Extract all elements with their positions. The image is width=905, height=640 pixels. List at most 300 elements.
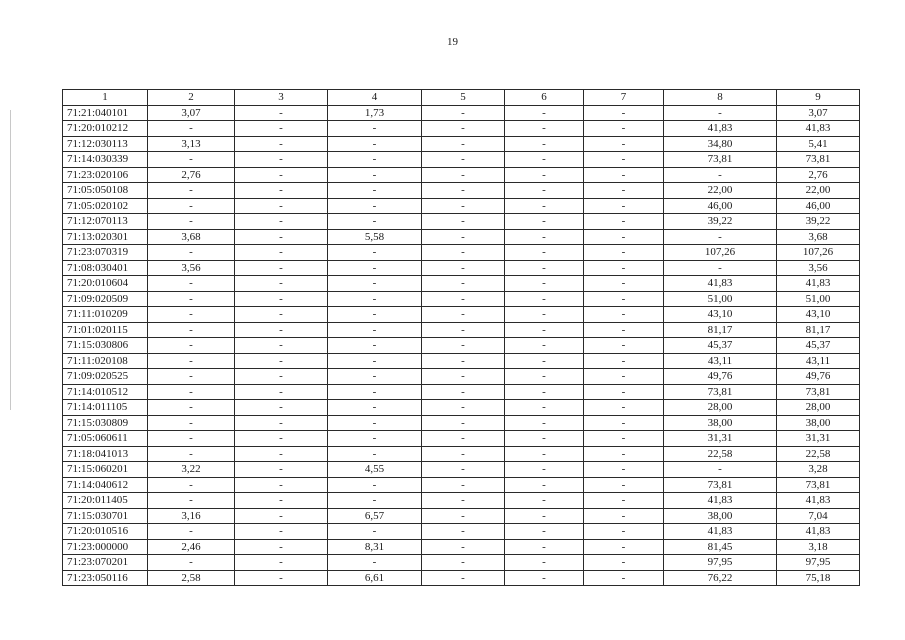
table-cell: - (235, 322, 328, 338)
table-cell: - (505, 353, 584, 369)
column-header-5: 5 (422, 90, 505, 106)
margin-line (10, 110, 11, 410)
table-cell: - (422, 338, 505, 354)
table-row (63, 198, 860, 214)
table-cell: 81,17 (664, 322, 777, 338)
table-cell: - (505, 369, 584, 385)
table-cell: - (328, 524, 422, 540)
table-cell: - (422, 183, 505, 199)
table-cell: - (422, 400, 505, 416)
table-cell: - (505, 322, 584, 338)
cadastral-code-cell: 71:15:060201 (63, 462, 148, 478)
table-cell: - (148, 353, 235, 369)
table-cell: - (148, 214, 235, 230)
table-cell: - (328, 493, 422, 509)
table-cell: - (505, 384, 584, 400)
table-cell: 28,00 (777, 400, 860, 416)
table-row (63, 555, 860, 571)
table-cell: - (148, 276, 235, 292)
table-cell: 46,00 (777, 198, 860, 214)
table-cell: 1,73 (328, 105, 422, 121)
cadastral-code-cell: 71:18:041013 (63, 446, 148, 462)
cadastral-code-cell: 71:13:020301 (63, 229, 148, 245)
table-cell: - (584, 214, 664, 230)
table-cell: - (148, 384, 235, 400)
table-cell: - (584, 322, 664, 338)
table-cell: 39,22 (664, 214, 777, 230)
cadastral-code-cell: 71:08:030401 (63, 260, 148, 276)
cadastral-code-cell: 71:14:010512 (63, 384, 148, 400)
table-cell: - (505, 493, 584, 509)
table-cell: - (328, 477, 422, 493)
table-cell: - (422, 291, 505, 307)
table-cell: - (328, 400, 422, 416)
table-cell: - (505, 245, 584, 261)
cadastral-code-cell: 71:23:070201 (63, 555, 148, 571)
table-cell: - (235, 152, 328, 168)
table-cell: 107,26 (777, 245, 860, 261)
table-cell: - (328, 369, 422, 385)
table-row (63, 384, 860, 400)
table-row (63, 524, 860, 540)
table-cell: - (505, 307, 584, 323)
table-cell: - (148, 198, 235, 214)
table-cell: 7,04 (777, 508, 860, 524)
table-cell: - (148, 152, 235, 168)
column-header-6: 6 (505, 90, 584, 106)
table-cell: - (584, 431, 664, 447)
table-cell: - (235, 477, 328, 493)
table-cell: - (235, 369, 328, 385)
table-row (63, 400, 860, 416)
table-cell: - (422, 307, 505, 323)
cadastral-code-cell: 71:09:020525 (63, 369, 148, 385)
table-cell: - (584, 477, 664, 493)
table-cell: - (505, 260, 584, 276)
table-cell: - (505, 508, 584, 524)
table-row (63, 508, 860, 524)
table-cell: - (422, 198, 505, 214)
table-cell: - (148, 291, 235, 307)
table-cell: - (584, 462, 664, 478)
table-cell: 81,45 (664, 539, 777, 555)
table-cell: 5,58 (328, 229, 422, 245)
cadastral-code-cell: 71:14:030339 (63, 152, 148, 168)
table-cell: - (148, 477, 235, 493)
table-cell: - (584, 446, 664, 462)
table-row (63, 539, 860, 555)
table-cell: - (422, 555, 505, 571)
column-header-1: 1 (63, 90, 148, 106)
table-cell: - (328, 415, 422, 431)
table-cell: - (584, 183, 664, 199)
table-cell: - (584, 291, 664, 307)
table-cell: - (235, 105, 328, 121)
table-cell: 4,55 (328, 462, 422, 478)
table-cell: 43,10 (777, 307, 860, 323)
table-row (63, 570, 860, 586)
table-cell: - (148, 322, 235, 338)
table-cell: - (328, 276, 422, 292)
table-cell: - (422, 167, 505, 183)
table-cell: - (422, 353, 505, 369)
table-cell: - (505, 291, 584, 307)
cadastral-code-cell: 71:20:011405 (63, 493, 148, 509)
table-cell: - (422, 322, 505, 338)
table-cell: - (328, 136, 422, 152)
table-cell: - (505, 477, 584, 493)
table-cell: 51,00 (777, 291, 860, 307)
table-cell: - (235, 198, 328, 214)
table-cell: - (148, 493, 235, 509)
table-cell: - (584, 555, 664, 571)
table-cell: 3,28 (777, 462, 860, 478)
table-cell: - (584, 245, 664, 261)
table-cell: 3,22 (148, 462, 235, 478)
table-cell: - (584, 260, 664, 276)
table-cell: - (148, 369, 235, 385)
table-cell: - (235, 136, 328, 152)
column-header-4: 4 (328, 90, 422, 106)
table-cell: - (235, 307, 328, 323)
table-cell: 3,07 (148, 105, 235, 121)
table-cell: - (235, 214, 328, 230)
table-cell: - (505, 121, 584, 137)
table-cell: - (148, 307, 235, 323)
table-cell: - (422, 431, 505, 447)
cadastral-code-cell: 71:20:010212 (63, 121, 148, 137)
table-row (63, 136, 860, 152)
table-cell: - (505, 539, 584, 555)
table-cell: - (584, 524, 664, 540)
table-row (63, 369, 860, 385)
table-cell: - (328, 198, 422, 214)
table-cell: - (328, 152, 422, 168)
table-cell: - (235, 446, 328, 462)
table-row (63, 121, 860, 137)
table-cell: 43,11 (664, 353, 777, 369)
table-cell: 41,83 (777, 121, 860, 137)
table-cell: - (584, 198, 664, 214)
table-cell: - (235, 121, 328, 137)
table-cell: - (235, 384, 328, 400)
table-cell: - (584, 415, 664, 431)
table-cell: - (328, 291, 422, 307)
table-row (63, 152, 860, 168)
table-cell: 43,10 (664, 307, 777, 323)
column-header-3: 3 (235, 90, 328, 106)
table-cell: - (422, 276, 505, 292)
table-cell: 41,83 (664, 524, 777, 540)
table-cell: - (664, 260, 777, 276)
cadastral-code-cell: 71:15:030809 (63, 415, 148, 431)
table-cell: - (235, 555, 328, 571)
table-cell: - (328, 183, 422, 199)
table-row (63, 415, 860, 431)
table-cell: 22,58 (664, 446, 777, 462)
table-cell: - (328, 338, 422, 354)
table-cell: - (235, 462, 328, 478)
cadastral-code-cell: 71:23:050116 (63, 570, 148, 586)
table-cell: 49,76 (664, 369, 777, 385)
table-cell: - (422, 539, 505, 555)
table-cell: 73,81 (664, 477, 777, 493)
table-cell: 22,00 (777, 183, 860, 199)
table-cell: - (328, 260, 422, 276)
cadastral-code-cell: 71:09:020509 (63, 291, 148, 307)
table-cell: 49,76 (777, 369, 860, 385)
table-cell: - (505, 105, 584, 121)
table-cell: - (235, 415, 328, 431)
table-cell: - (584, 121, 664, 137)
table-row (63, 446, 860, 462)
table-cell: - (328, 214, 422, 230)
table-cell: 31,31 (777, 431, 860, 447)
table-cell: 45,37 (777, 338, 860, 354)
table-cell: - (505, 570, 584, 586)
table-cell: - (505, 276, 584, 292)
table-cell: - (328, 446, 422, 462)
table-cell: 43,11 (777, 353, 860, 369)
table-cell: - (422, 369, 505, 385)
table-row (63, 493, 860, 509)
table-cell: - (328, 353, 422, 369)
table-cell: - (235, 431, 328, 447)
table-cell: - (235, 276, 328, 292)
table-cell: - (584, 353, 664, 369)
table-cell: 34,80 (664, 136, 777, 152)
table-cell: 45,37 (664, 338, 777, 354)
table-cell: - (505, 229, 584, 245)
table-cell: - (235, 229, 328, 245)
table-row (63, 338, 860, 354)
table-cell: 2,76 (777, 167, 860, 183)
column-header-7: 7 (584, 90, 664, 106)
table-cell: - (505, 555, 584, 571)
table-row (63, 229, 860, 245)
cadastral-code-cell: 71:01:020115 (63, 322, 148, 338)
cadastral-code-cell: 71:05:060611 (63, 431, 148, 447)
cadastral-code-cell: 71:23:020106 (63, 167, 148, 183)
table-cell: 41,83 (664, 493, 777, 509)
table-cell: 41,83 (664, 276, 777, 292)
table-cell: - (235, 493, 328, 509)
table-cell: - (584, 276, 664, 292)
table-cell: - (505, 338, 584, 354)
table-row (63, 307, 860, 323)
table-cell: 2,46 (148, 539, 235, 555)
table-cell: 31,31 (664, 431, 777, 447)
table-cell: - (235, 183, 328, 199)
table-cell: - (584, 570, 664, 586)
cadastral-code-cell: 71:14:011105 (63, 400, 148, 416)
table-cell: 3,68 (148, 229, 235, 245)
cadastral-code-cell: 71:21:040101 (63, 105, 148, 121)
table-cell: 41,83 (777, 524, 860, 540)
table-cell: - (422, 384, 505, 400)
table-row (63, 105, 860, 121)
table-row (63, 477, 860, 493)
table-cell: 5,41 (777, 136, 860, 152)
table-row (63, 260, 860, 276)
table-row (63, 431, 860, 447)
table-cell: - (422, 462, 505, 478)
table-cell: - (664, 105, 777, 121)
table-cell: 73,81 (664, 152, 777, 168)
cadastral-code-cell: 71:05:020102 (63, 198, 148, 214)
table-cell: - (148, 415, 235, 431)
table-cell: - (235, 338, 328, 354)
cadastral-code-cell: 71:15:030806 (63, 338, 148, 354)
table-row (63, 353, 860, 369)
page-number: 19 (447, 36, 458, 48)
column-header-8: 8 (664, 90, 777, 106)
cadastral-code-cell: 71:11:020108 (63, 353, 148, 369)
table-cell: - (328, 167, 422, 183)
cadastral-code-cell: 71:12:070113 (63, 214, 148, 230)
table-cell: - (422, 493, 505, 509)
cadastral-code-cell: 71:15:030701 (63, 508, 148, 524)
table-cell: - (505, 415, 584, 431)
table-cell: - (505, 198, 584, 214)
cadastral-code-cell: 71:14:040612 (63, 477, 148, 493)
table-header-row (63, 90, 860, 106)
table-cell: - (235, 260, 328, 276)
table-cell: - (328, 384, 422, 400)
cadastral-code-cell: 71:05:050108 (63, 183, 148, 199)
table-cell: - (422, 446, 505, 462)
table-cell: 3,18 (777, 539, 860, 555)
table-cell: - (505, 446, 584, 462)
table-cell: 3,13 (148, 136, 235, 152)
table-cell: - (328, 307, 422, 323)
table-cell: - (235, 167, 328, 183)
table-cell: 3,56 (148, 260, 235, 276)
table-cell: - (584, 338, 664, 354)
table-cell: 3,16 (148, 508, 235, 524)
table-cell: - (584, 167, 664, 183)
table-cell: 73,81 (777, 477, 860, 493)
table-cell: - (422, 214, 505, 230)
table-cell: - (328, 431, 422, 447)
table-row (63, 167, 860, 183)
table-cell: - (148, 446, 235, 462)
table-cell: 3,68 (777, 229, 860, 245)
table-cell: - (584, 229, 664, 245)
table-cell: 97,95 (664, 555, 777, 571)
table-cell: - (505, 183, 584, 199)
table-cell: 38,00 (777, 415, 860, 431)
cadastral-code-cell: 71:23:070319 (63, 245, 148, 261)
table-cell: - (422, 245, 505, 261)
table-cell: - (422, 105, 505, 121)
table-cell: 46,00 (664, 198, 777, 214)
table-row (63, 183, 860, 199)
cadastral-code-cell: 71:23:000000 (63, 539, 148, 555)
table-cell: - (505, 152, 584, 168)
table-cell: 6,57 (328, 508, 422, 524)
table-cell: 39,22 (777, 214, 860, 230)
table-cell: - (235, 245, 328, 261)
table-cell: - (584, 136, 664, 152)
table-cell: - (505, 524, 584, 540)
table-cell: 76,22 (664, 570, 777, 586)
table-cell: - (664, 462, 777, 478)
table-cell: - (422, 570, 505, 586)
table-cell: - (235, 539, 328, 555)
cadastral-code-cell: 71:20:010604 (63, 276, 148, 292)
table-cell: 38,00 (664, 508, 777, 524)
table-cell: 73,81 (777, 384, 860, 400)
table-cell: - (148, 245, 235, 261)
table-cell: 97,95 (777, 555, 860, 571)
table-cell: - (148, 524, 235, 540)
table-cell: - (584, 307, 664, 323)
table-cell: 28,00 (664, 400, 777, 416)
table-cell: - (664, 167, 777, 183)
table-cell: - (328, 322, 422, 338)
table-cell: - (422, 152, 505, 168)
table-cell: - (505, 167, 584, 183)
table-cell: 73,81 (777, 152, 860, 168)
column-header-2: 2 (148, 90, 235, 106)
table-cell: - (584, 508, 664, 524)
table-cell: - (505, 214, 584, 230)
table-cell: 8,31 (328, 539, 422, 555)
table-row (63, 291, 860, 307)
table-body (63, 105, 860, 586)
table-cell: 22,00 (664, 183, 777, 199)
table-cell: - (422, 508, 505, 524)
cadastral-code-cell: 71:11:010209 (63, 307, 148, 323)
table-cell: 51,00 (664, 291, 777, 307)
table-cell: - (235, 400, 328, 416)
cadastral-code-cell: 71:12:030113 (63, 136, 148, 152)
table-cell: 107,26 (664, 245, 777, 261)
table-cell: - (148, 431, 235, 447)
table-cell: 81,17 (777, 322, 860, 338)
table-cell: 3,07 (777, 105, 860, 121)
table-cell: - (505, 431, 584, 447)
table-cell: - (505, 462, 584, 478)
table-cell: - (584, 105, 664, 121)
table-cell: - (422, 229, 505, 245)
table-cell: - (148, 400, 235, 416)
table-cell: 6,61 (328, 570, 422, 586)
table-cell: 3,56 (777, 260, 860, 276)
table-cell: - (422, 260, 505, 276)
table-cell: 38,00 (664, 415, 777, 431)
data-table (62, 89, 860, 586)
table-row (63, 214, 860, 230)
table-cell: - (584, 539, 664, 555)
table-cell: - (328, 555, 422, 571)
table-cell: - (148, 555, 235, 571)
table-cell: - (235, 291, 328, 307)
table-row (63, 322, 860, 338)
table-row (63, 462, 860, 478)
table-cell: - (584, 369, 664, 385)
table-cell: - (422, 524, 505, 540)
table-cell: - (505, 136, 584, 152)
table-cell: 2,76 (148, 167, 235, 183)
table-cell: - (148, 183, 235, 199)
table-cell: - (235, 508, 328, 524)
table-cell: - (235, 353, 328, 369)
table-cell: - (328, 245, 422, 261)
table-cell: - (584, 152, 664, 168)
table-cell: - (422, 415, 505, 431)
